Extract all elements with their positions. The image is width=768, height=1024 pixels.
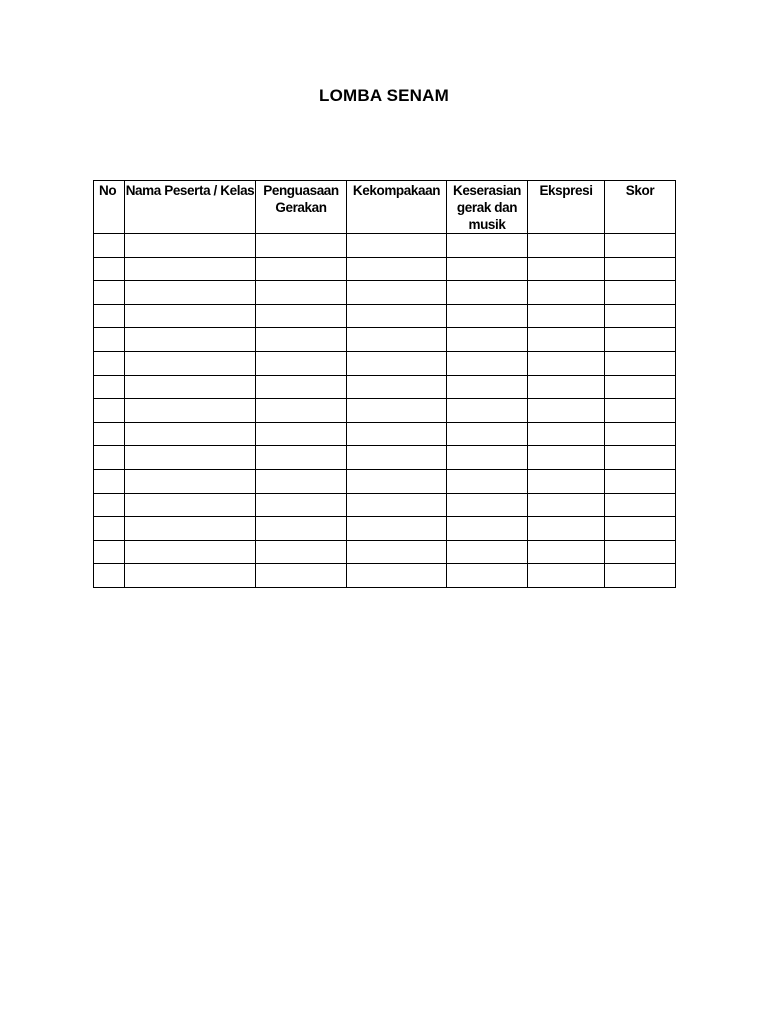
table-cell-no: [94, 493, 125, 517]
column-header-keserasian-gerak-dan-musik: Keserasian gerak dan musik: [447, 181, 528, 234]
table-cell-penguasaan-gerakan: [256, 399, 347, 423]
table-cell-nama-peserta-kelas: [125, 540, 256, 564]
table-cell-skor: [605, 328, 676, 352]
table-cell-nama-peserta-kelas: [125, 375, 256, 399]
column-header-penguasaan-gerakan: Penguasaan Gerakan: [256, 181, 347, 234]
table-cell-skor: [605, 469, 676, 493]
table-cell-nama-peserta-kelas: [125, 446, 256, 470]
table-cell-kekompakaan: [347, 446, 447, 470]
table-cell-ekspresi: [528, 328, 605, 352]
table-cell-ekspresi: [528, 399, 605, 423]
table-cell-kekompakaan: [347, 375, 447, 399]
table-cell-keserasian-gerak-dan-musik: [447, 375, 528, 399]
table-cell-nama-peserta-kelas: [125, 328, 256, 352]
table-row: [94, 540, 676, 564]
table-cell-keserasian-gerak-dan-musik: [447, 257, 528, 281]
table-cell-skor: [605, 281, 676, 305]
table-cell-no: [94, 328, 125, 352]
table-cell-penguasaan-gerakan: [256, 422, 347, 446]
table-cell-kekompakaan: [347, 234, 447, 258]
table-cell-penguasaan-gerakan: [256, 469, 347, 493]
table-cell-kekompakaan: [347, 540, 447, 564]
table-cell-keserasian-gerak-dan-musik: [447, 281, 528, 305]
table-header-row: [94, 181, 676, 234]
table-cell-ekspresi: [528, 446, 605, 470]
table-cell-kekompakaan: [347, 564, 447, 588]
table-cell-keserasian-gerak-dan-musik: [447, 328, 528, 352]
table-cell-kekompakaan: [347, 351, 447, 375]
table-cell-nama-peserta-kelas: [125, 493, 256, 517]
table-row: [94, 328, 676, 352]
table-cell-penguasaan-gerakan: [256, 257, 347, 281]
table-cell-skor: [605, 493, 676, 517]
table-row: [94, 493, 676, 517]
table-cell-ekspresi: [528, 234, 605, 258]
table-cell-nama-peserta-kelas: [125, 422, 256, 446]
table-cell-ekspresi: [528, 281, 605, 305]
table-row: [94, 304, 676, 328]
table-cell-ekspresi: [528, 540, 605, 564]
table-cell-skor: [605, 257, 676, 281]
table-cell-ekspresi: [528, 375, 605, 399]
table-cell-nama-peserta-kelas: [125, 399, 256, 423]
score-table: [93, 180, 676, 588]
table-cell-no: [94, 375, 125, 399]
table-cell-ekspresi: [528, 422, 605, 446]
table-cell-keserasian-gerak-dan-musik: [447, 351, 528, 375]
table-cell-no: [94, 422, 125, 446]
table-cell-kekompakaan: [347, 399, 447, 423]
table-cell-skor: [605, 564, 676, 588]
table-cell-no: [94, 304, 125, 328]
table-cell-keserasian-gerak-dan-musik: [447, 399, 528, 423]
table-cell-no: [94, 564, 125, 588]
table-cell-keserasian-gerak-dan-musik: [447, 469, 528, 493]
table-cell-no: [94, 517, 125, 541]
table-cell-nama-peserta-kelas: [125, 517, 256, 541]
table-cell-penguasaan-gerakan: [256, 446, 347, 470]
table-row: [94, 257, 676, 281]
table-row: [94, 422, 676, 446]
column-header-skor: Skor: [605, 181, 676, 234]
table-cell-nama-peserta-kelas: [125, 234, 256, 258]
table-cell-penguasaan-gerakan: [256, 564, 347, 588]
table-cell-penguasaan-gerakan: [256, 540, 347, 564]
table-cell-kekompakaan: [347, 304, 447, 328]
table-cell-kekompakaan: [347, 422, 447, 446]
table-row: [94, 517, 676, 541]
table-body: [94, 234, 676, 588]
table-row: [94, 446, 676, 470]
table-cell-penguasaan-gerakan: [256, 328, 347, 352]
table-cell-ekspresi: [528, 304, 605, 328]
table-cell-kekompakaan: [347, 281, 447, 305]
table-cell-no: [94, 540, 125, 564]
page-title: LOMBA SENAM: [318, 86, 449, 105]
table-cell-skor: [605, 540, 676, 564]
table-cell-keserasian-gerak-dan-musik: [447, 540, 528, 564]
table-row: [94, 234, 676, 258]
table-cell-penguasaan-gerakan: [256, 493, 347, 517]
table-cell-kekompakaan: [347, 328, 447, 352]
table-cell-kekompakaan: [347, 469, 447, 493]
table-cell-ekspresi: [528, 351, 605, 375]
table-row: [94, 469, 676, 493]
table-cell-skor: [605, 304, 676, 328]
table-cell-nama-peserta-kelas: [125, 257, 256, 281]
table-cell-skor: [605, 375, 676, 399]
table-cell-no: [94, 351, 125, 375]
table-cell-kekompakaan: [347, 257, 447, 281]
table-cell-nama-peserta-kelas: [125, 469, 256, 493]
table-cell-keserasian-gerak-dan-musik: [447, 422, 528, 446]
table-cell-ekspresi: [528, 493, 605, 517]
table-cell-keserasian-gerak-dan-musik: [447, 493, 528, 517]
table-cell-keserasian-gerak-dan-musik: [447, 517, 528, 541]
table-row: [94, 351, 676, 375]
table-cell-kekompakaan: [347, 493, 447, 517]
table-cell-penguasaan-gerakan: [256, 281, 347, 305]
table-cell-skor: [605, 351, 676, 375]
table-cell-no: [94, 446, 125, 470]
table-cell-no: [94, 399, 125, 423]
table-cell-nama-peserta-kelas: [125, 564, 256, 588]
table-cell-skor: [605, 399, 676, 423]
table-cell-ekspresi: [528, 469, 605, 493]
column-header-ekspresi: Ekspresi: [528, 181, 605, 234]
table-cell-no: [94, 281, 125, 305]
table-cell-ekspresi: [528, 564, 605, 588]
table-cell-skor: [605, 234, 676, 258]
table-cell-keserasian-gerak-dan-musik: [447, 564, 528, 588]
table-row: [94, 564, 676, 588]
table-cell-nama-peserta-kelas: [125, 304, 256, 328]
table-cell-no: [94, 469, 125, 493]
table-cell-skor: [605, 517, 676, 541]
table-cell-keserasian-gerak-dan-musik: [447, 234, 528, 258]
table-cell-no: [94, 234, 125, 258]
column-header-no: No: [94, 181, 125, 234]
table-cell-penguasaan-gerakan: [256, 517, 347, 541]
table-cell-no: [94, 257, 125, 281]
table-cell-penguasaan-gerakan: [256, 375, 347, 399]
table-cell-keserasian-gerak-dan-musik: [447, 304, 528, 328]
table-cell-ekspresi: [528, 517, 605, 541]
table-cell-keserasian-gerak-dan-musik: [447, 446, 528, 470]
table-row: [94, 399, 676, 423]
table-cell-penguasaan-gerakan: [256, 351, 347, 375]
table-row: [94, 375, 676, 399]
table-cell-nama-peserta-kelas: [125, 281, 256, 305]
table-cell-ekspresi: [528, 257, 605, 281]
table-cell-skor: [605, 446, 676, 470]
table-cell-kekompakaan: [347, 517, 447, 541]
table-cell-penguasaan-gerakan: [256, 234, 347, 258]
column-header-kekompakaan: Kekompakaan: [347, 181, 447, 234]
table-row: [94, 281, 676, 305]
table-cell-skor: [605, 422, 676, 446]
table-cell-nama-peserta-kelas: [125, 351, 256, 375]
column-header-nama-peserta-kelas: Nama Peserta / Kelas: [125, 181, 256, 234]
table-cell-penguasaan-gerakan: [256, 304, 347, 328]
